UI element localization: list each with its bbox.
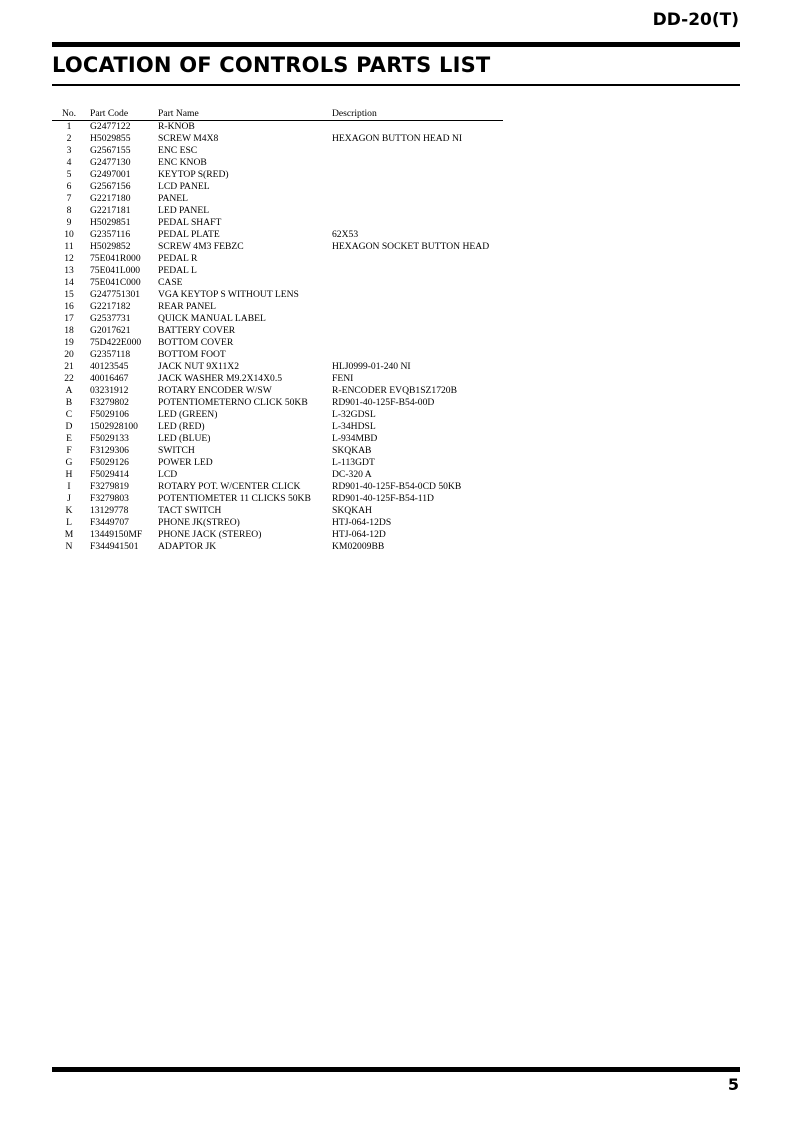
cell-part-code: G2357118 <box>90 349 131 360</box>
cell-no: F <box>66 445 72 456</box>
cell-part-name: TACT SWITCH <box>158 505 222 516</box>
table-row <box>52 205 503 217</box>
cell-no: 10 <box>64 229 74 240</box>
table-row <box>52 433 503 445</box>
header-part-name: Part Name <box>158 108 199 119</box>
cell-no: 19 <box>64 337 74 348</box>
cell-no: 2 <box>66 133 72 144</box>
cell-no: E <box>66 433 72 444</box>
table-row <box>52 133 503 145</box>
cell-description: 62X53 <box>332 229 359 240</box>
table-row <box>52 169 503 181</box>
cell-part-name: LCD PANEL <box>158 181 210 192</box>
cell-no: 12 <box>64 253 74 264</box>
cell-no: B <box>65 397 73 408</box>
cell-no: 18 <box>64 325 74 336</box>
cell-no: 21 <box>64 361 74 372</box>
cell-part-code: G2357116 <box>90 229 131 240</box>
cell-no: 16 <box>64 301 74 312</box>
cell-no: 20 <box>64 349 74 360</box>
cell-part-name: PEDAL L <box>158 265 197 276</box>
cell-part-code: 75E041L000 <box>90 265 141 276</box>
cell-description: L-34HDSL <box>332 421 376 432</box>
top-rule <box>52 42 740 47</box>
cell-no: 4 <box>66 157 72 168</box>
cell-no: H <box>65 469 73 480</box>
cell-part-code: G2567156 <box>90 181 131 192</box>
cell-no: 6 <box>66 181 72 192</box>
cell-no: 9 <box>66 217 72 228</box>
header-no: No. <box>61 108 77 119</box>
cell-part-code: 13129778 <box>90 505 129 516</box>
cell-description: FENI <box>332 373 354 384</box>
cell-no: G <box>65 457 73 468</box>
cell-no: 22 <box>64 373 74 384</box>
cell-part-code: 40123545 <box>90 361 129 372</box>
cell-no: I <box>67 481 71 492</box>
table-row <box>52 541 503 553</box>
cell-part-name: PHONE JK(STREO) <box>158 517 240 528</box>
cell-part-name: ROTARY ENCODER W/SW <box>158 385 272 396</box>
cell-part-code: F344941501 <box>90 541 139 552</box>
cell-part-name: PEDAL SHAFT <box>158 217 222 228</box>
cell-no: 1 <box>66 121 72 132</box>
table-row <box>52 409 503 421</box>
table-row <box>52 289 503 301</box>
cell-part-code: G2217181 <box>90 205 131 216</box>
cell-description: RD901-40-125F-B54-00D <box>332 397 435 408</box>
cell-part-code: 13449150MF <box>90 529 143 540</box>
cell-part-name: POTENTIOMETERNO CLICK 50KB <box>158 397 308 408</box>
cell-no: 11 <box>64 241 74 252</box>
cell-part-code: 1502928100 <box>90 421 138 432</box>
title-rule <box>52 84 740 86</box>
table-row <box>52 301 503 313</box>
cell-no: D <box>65 421 73 432</box>
table-row <box>52 157 503 169</box>
cell-description: R-ENCODER EVQB1SZ1720B <box>332 385 457 396</box>
cell-part-name: CASE <box>158 277 183 288</box>
table-row <box>52 325 503 337</box>
cell-no: 13 <box>64 265 74 276</box>
cell-part-code: F3449707 <box>90 517 129 528</box>
cell-part-code: F5029106 <box>90 409 129 420</box>
cell-no: A <box>65 385 73 396</box>
table-row <box>52 517 503 529</box>
table-row <box>52 181 503 193</box>
header-part-code: Part Code <box>90 108 129 119</box>
cell-part-name: SWITCH <box>158 445 195 456</box>
cell-description: DC-320 A <box>332 469 372 480</box>
table-body <box>52 121 503 553</box>
table-row <box>52 493 503 505</box>
cell-part-name: JACK WASHER M9.2X14X0.5 <box>158 373 283 384</box>
cell-description: HTJ-064-12D <box>332 529 386 540</box>
table-row <box>52 421 503 433</box>
cell-part-name: PEDAL PLATE <box>158 229 220 240</box>
table-row <box>52 241 503 253</box>
cell-part-name: QUICK MANUAL LABEL <box>158 313 266 324</box>
cell-part-name: POTENTIOMETER 11 CLICKS 50KB <box>158 493 311 504</box>
cell-part-code: G2537731 <box>90 313 131 324</box>
cell-description: HLJ0999-01-240 NI <box>332 361 411 372</box>
cell-part-code: 75D422E000 <box>90 337 142 348</box>
cell-part-code: G247751301 <box>90 289 141 300</box>
cell-part-name: SCREW 4M3 FEBZC <box>158 241 244 252</box>
cell-part-code: H5029852 <box>90 241 131 252</box>
cell-part-name: PANEL <box>158 193 189 204</box>
cell-part-code: G2477122 <box>90 121 131 132</box>
cell-part-code: 40016467 <box>90 373 129 384</box>
cell-no: K <box>65 505 73 516</box>
cell-part-name: PEDAL R <box>158 253 198 264</box>
table-row <box>52 337 503 349</box>
cell-part-name: JACK NUT 9X11X2 <box>158 361 240 372</box>
page-number: 5 <box>727 1075 739 1094</box>
cell-part-name: LED PANEL <box>158 205 210 216</box>
cell-no: 7 <box>66 193 72 204</box>
cell-description: L-32GDSL <box>332 409 376 420</box>
table-row <box>52 505 503 517</box>
table-row <box>52 145 503 157</box>
table-row <box>52 361 503 373</box>
table-row <box>52 529 503 541</box>
cell-part-name: KEYTOP S(RED) <box>158 169 229 180</box>
cell-no: M <box>64 529 74 540</box>
cell-part-code: 03231912 <box>90 385 129 396</box>
cell-part-code: G2217180 <box>90 193 131 204</box>
cell-part-name: LED (RED) <box>158 421 205 432</box>
cell-no: 14 <box>64 277 74 288</box>
table-row <box>52 349 503 361</box>
cell-part-name: LED (BLUE) <box>158 433 211 444</box>
cell-no: 5 <box>66 169 72 180</box>
cell-part-code: F3279819 <box>90 481 129 492</box>
cell-description: HEXAGON SOCKET BUTTON HEAD <box>332 241 490 252</box>
cell-part-code: F3279803 <box>90 493 129 504</box>
cell-part-name: POWER LED <box>158 457 213 468</box>
cell-part-code: G2017621 <box>90 325 131 336</box>
cell-part-code: F5029133 <box>90 433 129 444</box>
cell-no: 17 <box>64 313 74 324</box>
cell-description: HEXAGON BUTTON HEAD NI <box>332 133 463 144</box>
cell-part-name: ENC KNOB <box>158 157 207 168</box>
cell-part-name: ROTARY POT. W/CENTER CLICK <box>158 481 301 492</box>
cell-description: L-113GDT <box>332 457 375 468</box>
cell-part-name: LED (GREEN) <box>158 409 218 420</box>
cell-no: J <box>67 493 71 504</box>
cell-part-name: ENC ESC <box>158 145 198 156</box>
cell-no: L <box>66 517 72 528</box>
cell-part-name: SCREW M4X8 <box>158 133 219 144</box>
cell-part-code: G2567155 <box>90 145 131 156</box>
cell-part-code: F3129306 <box>90 445 129 456</box>
table-row <box>52 373 503 385</box>
table-row <box>52 217 503 229</box>
cell-part-name: VGA KEYTOP S WITHOUT LENS <box>158 289 299 300</box>
table-row <box>52 445 503 457</box>
cell-part-name: REAR PANEL <box>158 301 217 312</box>
cell-no: C <box>65 409 73 420</box>
cell-description: RD901-40-125F-B54-11D <box>332 493 434 504</box>
cell-part-name: PHONE JACK (STEREO) <box>158 529 262 540</box>
cell-part-code: F5029414 <box>90 469 129 480</box>
cell-description: KM02009BB <box>332 541 385 552</box>
cell-part-name: BATTERY COVER <box>158 325 236 336</box>
parts-table <box>52 108 503 553</box>
cell-description: HTJ-064-12DS <box>332 517 392 528</box>
cell-part-code: G2217182 <box>90 301 131 312</box>
cell-description: SKQKAB <box>332 445 372 456</box>
cell-part-code: G2497001 <box>90 169 131 180</box>
table-row <box>52 397 503 409</box>
table-row <box>52 193 503 205</box>
header-description: Description <box>332 108 377 119</box>
table-row <box>52 121 503 133</box>
cell-part-name: ADAPTOR JK <box>158 541 217 552</box>
table-row <box>52 253 503 265</box>
cell-part-code: H5029851 <box>90 217 131 228</box>
table-header <box>52 108 503 121</box>
cell-part-name: BOTTOM FOOT <box>158 349 226 360</box>
cell-part-name: LCD <box>158 469 178 480</box>
bottom-rule <box>52 1067 740 1072</box>
cell-part-code: F5029126 <box>90 457 129 468</box>
table-row <box>52 481 503 493</box>
table-row <box>52 385 503 397</box>
table-row <box>52 457 503 469</box>
model-number: DD-20(T) <box>652 10 739 30</box>
table-row <box>52 469 503 481</box>
cell-description: L-934MBD <box>332 433 378 444</box>
cell-part-code: G2477130 <box>90 157 131 168</box>
page-title: LOCATION OF CONTROLS PARTS LIST <box>52 53 491 77</box>
table-row <box>52 313 503 325</box>
cell-description: RD901-40-125F-B54-0CD 50KB <box>332 481 462 492</box>
cell-part-code: H5029855 <box>90 133 131 144</box>
table-row <box>52 265 503 277</box>
cell-description: SKQKAH <box>332 505 372 516</box>
cell-part-code: F3279802 <box>90 397 129 408</box>
cell-no: N <box>65 541 73 552</box>
cell-part-name: R-KNOB <box>158 121 195 132</box>
cell-part-name: BOTTOM COVER <box>158 337 234 348</box>
table-row <box>52 229 503 241</box>
table-row <box>52 277 503 289</box>
cell-part-code: 75E041C000 <box>90 277 141 288</box>
cell-part-code: 75E041R000 <box>90 253 141 264</box>
cell-no: 15 <box>64 289 74 300</box>
cell-no: 3 <box>66 145 72 156</box>
cell-no: 8 <box>66 205 72 216</box>
